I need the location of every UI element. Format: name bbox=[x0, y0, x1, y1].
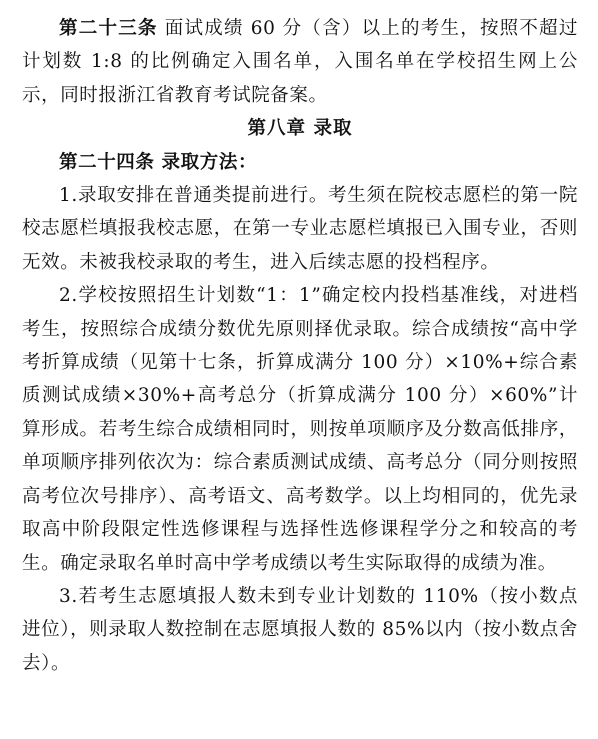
article-23-label: 第二十三条 bbox=[59, 18, 158, 39]
article-24-item-2: 2.学校按照招生计划数“1：1”确定校内投档基准线，对进档考生，按照综合成绩分数优先原则择优录取。综合成绩按“高中学考折算成绩（见第十七条，折算成满分 100 分）×10%+综合素质测试成绩×30%+高考总分（折算成满分 100 分）×60%”计算形成。若考生综合成绩相同时，则按单项顺序及分数高低排序，单项顺序排列依次为：综合素质测试成绩、高考总分（同分则按照高考位次号排序）、高考语文、高考数学。以上均相同的，优先录取高中阶段限定性选修课程与选择性选修课程学分之和较高的考生。确定录取名单时高中学考成绩以考生实际取得的成绩为准。 bbox=[22, 285, 578, 574]
article-24-item-1: 1.录取安排在普通类提前进行。考生须在院校志愿栏的第一院校志愿栏填报我校志愿，在第一专业志愿栏填报已入围专业，否则无效。未被我校录取的考生，进入后续志愿的投档程序。 bbox=[22, 185, 578, 273]
article-23-text: 面试成绩 60 分（含）以上的考生，按照不超过计划数 1:8 的比例确定入围名单，入围名单在学校招生网上公示，同时报浙江省教育考试院备案。 bbox=[22, 18, 578, 106]
chapter-title: 第八章 录取 bbox=[247, 118, 353, 140]
article-24-item-3: 3.若考生志愿填报人数未到专业计划数的 110%（按小数点进位），则录取人数控制在志愿填报人数的 85%以内（按小数点舍去）。 bbox=[22, 585, 578, 674]
article-24-heading: 第二十四条 录取方法： bbox=[59, 151, 258, 173]
article-23-paragraph bbox=[22, 12, 578, 112]
